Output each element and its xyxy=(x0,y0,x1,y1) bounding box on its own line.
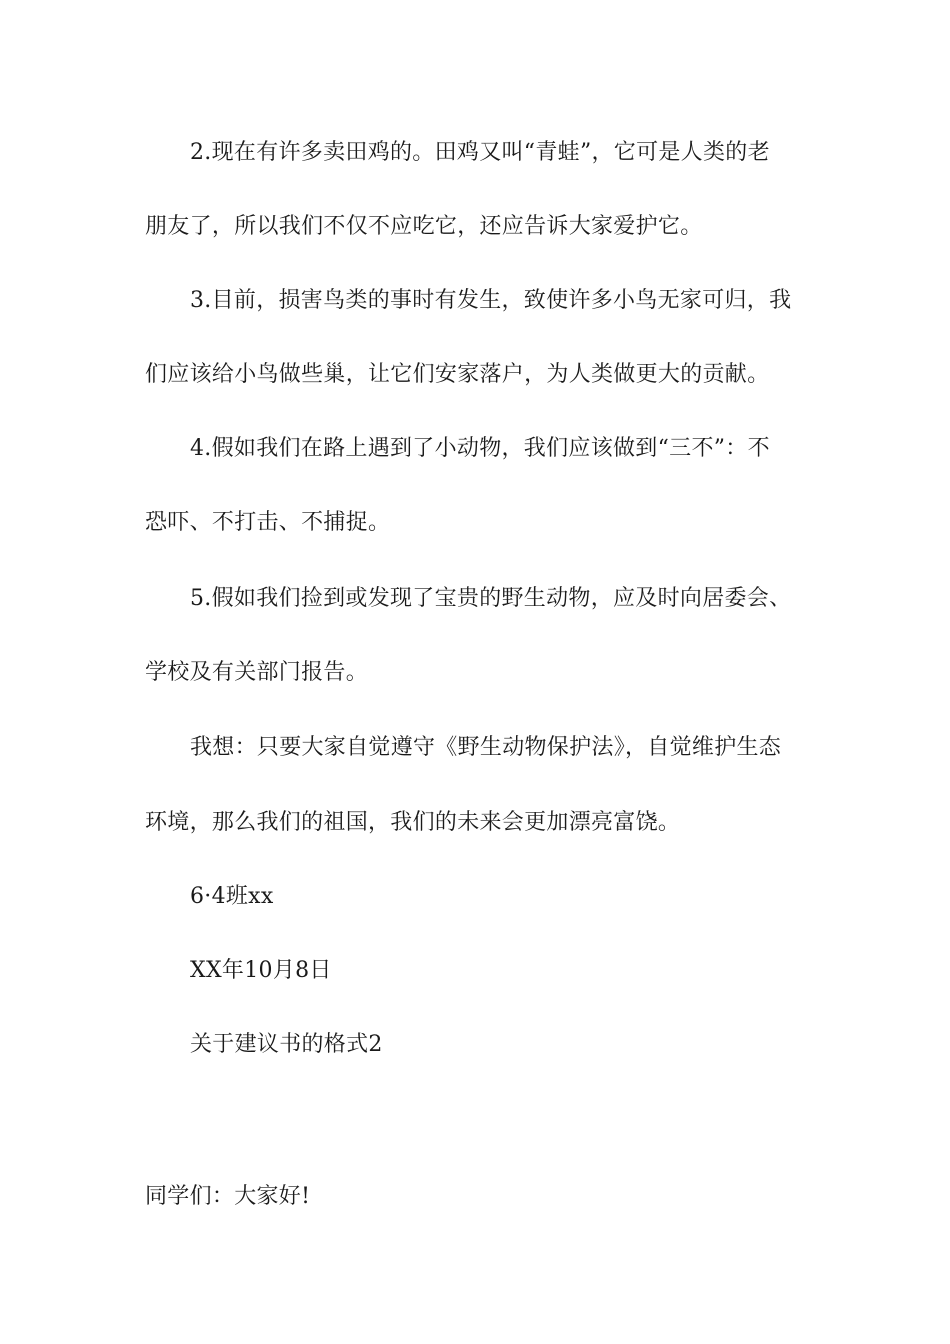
signature-date: XX年10月8日 xyxy=(190,958,332,983)
conclusion-line-1: 我想：只要大家自觉遵守《野生动物保护法》，自觉维护生态 xyxy=(190,735,782,760)
paragraph-3-line-2: 们应该给小鸟做些巢，让它们安家落户，为人类做更大的贡献。 xyxy=(145,362,770,387)
paragraph-4-line-1: 4.假如我们在路上遇到了小动物，我们应该做到“三不”：不 xyxy=(190,436,770,461)
paragraph-2-line-2: 朋友了，所以我们不仅不应吃它，还应告诉大家爱护它。 xyxy=(145,214,703,239)
paragraph-3-line-1: 3.目前，损害鸟类的事时有发生，致使许多小鸟无家可归，我 xyxy=(190,288,792,313)
greeting-line: 同学们：大家好! xyxy=(145,1184,311,1209)
signature-class: 6·4班xx xyxy=(190,884,274,909)
conclusion-line-2: 环境，那么我们的祖国，我们的未来会更加漂亮富饶。 xyxy=(145,810,681,835)
section-heading: 关于建议书的格式2 xyxy=(190,1032,383,1057)
paragraph-5-line-1: 5.假如我们捡到或发现了宝贵的野生动物，应及时向居委会、 xyxy=(190,586,792,611)
paragraph-2-line-1: 2.现在有许多卖田鸡的。田鸡又叫“青蛙”，它可是人类的老 xyxy=(190,140,770,165)
paragraph-5-line-2: 学校及有关部门报告。 xyxy=(145,660,369,685)
paragraph-4-line-2: 恐吓、不打击、不捕捉。 xyxy=(145,510,391,535)
